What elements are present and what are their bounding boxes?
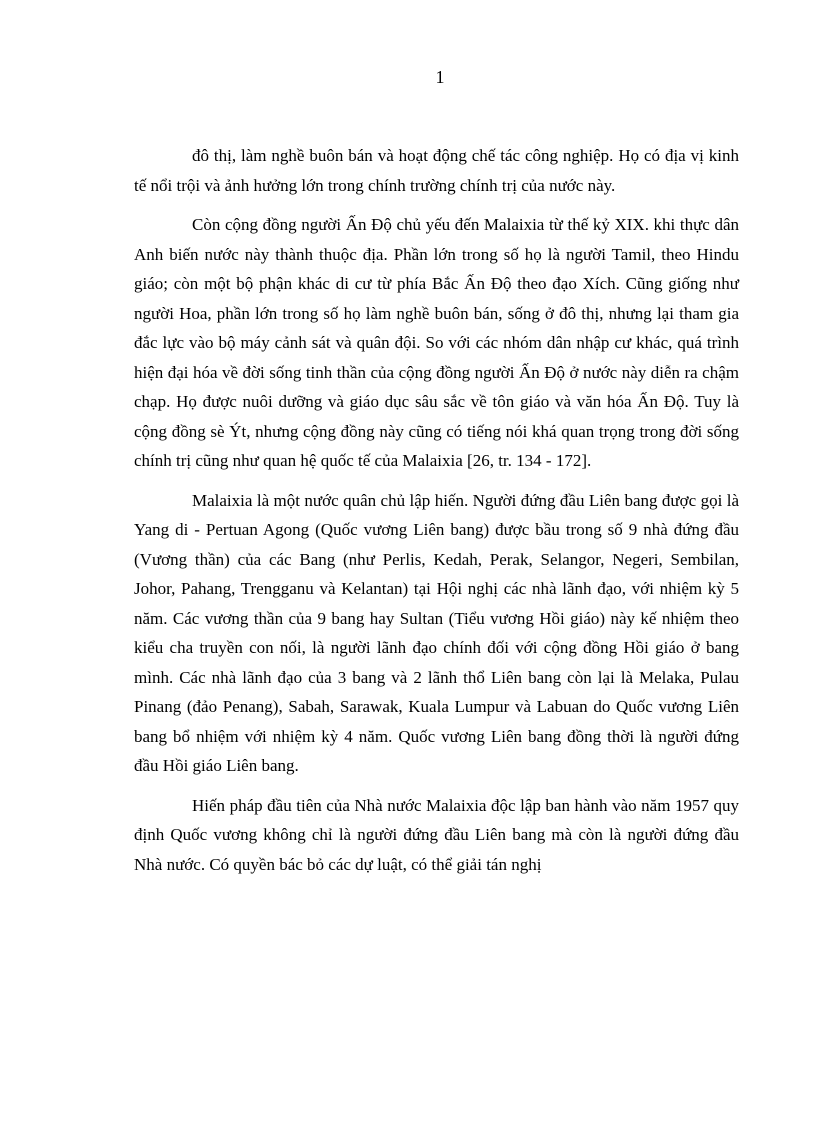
page-number: 1: [435, 67, 445, 87]
body-text: [134, 141, 739, 889]
paragraph-4: Hiến pháp đầu tiên của Nhà nước Malaixia độc lập ban hành vào năm 1957 quy định Quốc vương không chỉ là người đứng đầu Liên bang mà còn là người đứng đầu Nhà nước. Có quyền bác bỏ các dự luật, có thể giải tán nghị: [134, 795, 739, 874]
paragraph-2: Còn cộng đồng người Ấn Độ chủ yếu đến Malaixia từ thế kỷ XIX. khi thực dân Anh biến nước này thành thuộc địa. Phần lớn trong số họ là người Tamil, theo Hindu giáo; còn một bộ phận khác di cư từ phía Bắc Ấn Độ theo đạo Xích. Cũng giống như người Hoa, phần lớn trong số họ làm nghề buôn bán, sống ở đô thị, nhưng lại tham gia đắc lực vào bộ máy cảnh sát và quân đội. So với các nhóm dân nhập cư khác, quá trình hiện đại hóa về đời sống tinh thần của cộng đồng người Ấn Độ ở nước này diễn ra chậm chạp. Họ được nuôi dưỡng và giáo dục sâu sắc về tôn giáo và văn hóa Ấn Độ. Tuy là cộng đồng sè Ýt, nhưng cộng đồng này cũng có tiếng nói khá quan trọng trong đời sống chính trị cũng như quan hệ quốc tế của Malaixia [26, tr. 134 - 172].: [134, 215, 739, 470]
paragraph-1: đô thị, làm nghề buôn bán và hoạt động chế tác công nghiệp. Họ có địa vị kinh tế nổi trội và ảnh hưởng lớn trong chính trường chính trị của nước này.: [134, 146, 739, 195]
paragraph-3: Malaixia là một nước quân chủ lập hiến. Người đứng đầu Liên bang được gọi là Yang di - Pertuan Agong (Quốc vương Liên bang) được bầu trong số 9 nhà đứng đầu (Vương thần) của các Bang (như Perlis, Kedah, Perak, Selangor, Negeri, Sembilan, Johor, Pahang, Trengganu và Kelantan) tại Hội nghị các nhà lãnh đạo, với nhiệm kỳ 5 năm. Các vương thần của 9 bang hay Sultan (Tiểu vương Hồi giáo) này kế nhiệm theo kiểu cha truyền con nối, là người lãnh đạo chính đối với cộng đồng Hồi giáo ở bang mình. Các nhà lãnh đạo của 3 bang và 2 lãnh thổ Liên bang còn lại là Melaka, Pulau Pinang (đảo Penang), Sabah, Sarawak, Kuala Lumpur và Labuan do Quốc vương Liên bang bổ nhiệm với nhiệm kỳ 4 năm. Quốc vương Liên bang đồng thời là người đứng đầu Hồi giáo Liên bang.: [134, 490, 739, 775]
